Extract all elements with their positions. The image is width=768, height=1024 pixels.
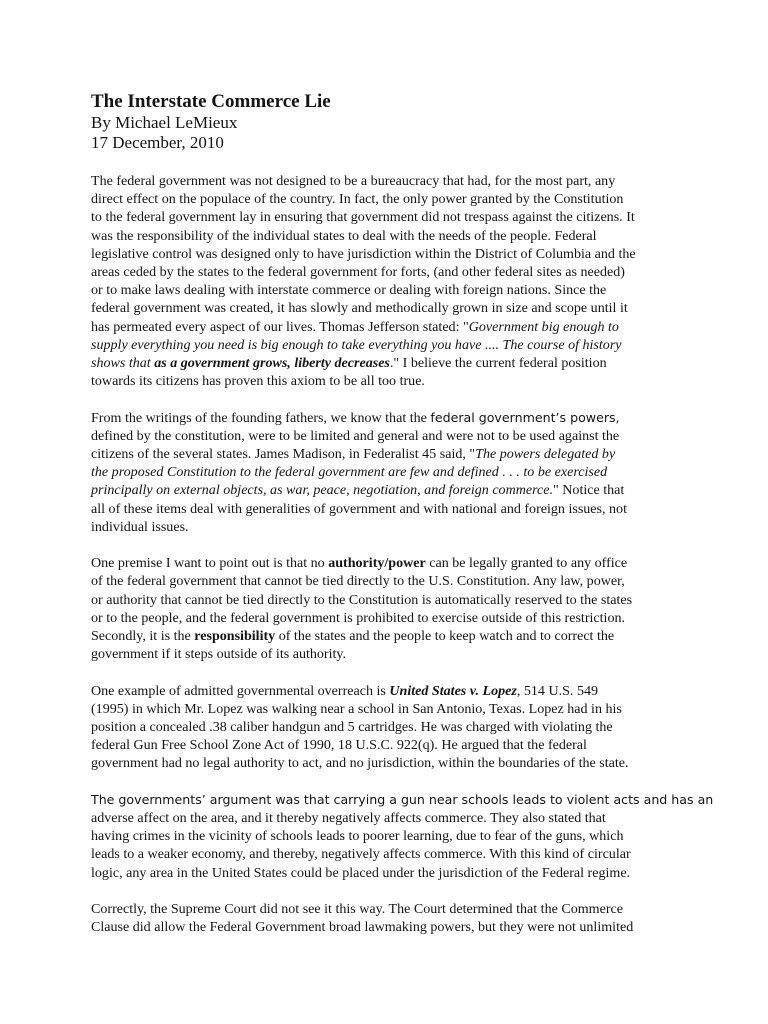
text-run: can be legally granted to any office xyxy=(425,555,628,572)
text-line xyxy=(91,627,711,645)
text-line xyxy=(91,718,711,736)
text-line xyxy=(91,845,711,863)
text-line xyxy=(91,864,711,882)
text-line xyxy=(91,245,711,263)
text-run: From the writings of the founding fathers, we know that the xyxy=(91,409,431,426)
text-run: supply everything you need is big enough to take everything you have .... The course of history xyxy=(91,336,622,353)
text-run: or to make laws dealing with interstate commerce or dealing with foreign nations. Since the xyxy=(91,282,607,299)
text-line xyxy=(91,554,711,572)
text-line xyxy=(91,591,711,609)
text-line xyxy=(91,427,711,445)
text-run: One premise I want to point out is that no xyxy=(91,555,329,572)
body-paragraph xyxy=(91,409,711,536)
document-author: By Michael LeMieux xyxy=(91,113,238,132)
text-run: Correctly, the Supreme Court did not see it this way. The Court determined that the Commerce xyxy=(91,901,623,918)
text-line xyxy=(91,809,711,827)
text-run: government if it steps outside of its authority. xyxy=(91,646,347,663)
text-run: or to the people, and the federal government is prohibited to exercise outside of this restriction. xyxy=(91,609,626,626)
text-run: individual issues. xyxy=(91,518,189,535)
text-run: The governments’ argument was that carrying a gun near schools leads to violent acts and has an xyxy=(91,791,714,807)
document-date: 17 December, 2010 xyxy=(91,133,224,152)
text-run: defined by the constitution, were to be limited and general and were not to be used against the xyxy=(91,427,620,444)
text-line xyxy=(91,354,711,372)
body-paragraph xyxy=(91,554,711,663)
text-line xyxy=(91,682,711,700)
text-run: to the federal government lay in ensuring that government did not trespass against the citizens. It xyxy=(91,209,635,226)
text-run: authority/power xyxy=(328,555,426,572)
text-run: towards its citizens has proven this axiom to be all too true. xyxy=(91,373,425,390)
text-run: of the states and the people to keep watch and to correct the xyxy=(275,628,615,645)
body-paragraph xyxy=(91,172,711,390)
text-line xyxy=(91,263,711,281)
text-run: , 514 U.S. 549 xyxy=(516,682,599,699)
text-run: United States v. Lopez xyxy=(389,682,517,699)
text-run: principally on external objects, as war, peace, negotiation, and foreign commerce. xyxy=(91,482,554,499)
text-run: federal Gun Free School Zone Act of 1990, 18 U.S.C. 922(q). He argued that the federal xyxy=(91,737,587,754)
text-line xyxy=(91,409,711,427)
text-line xyxy=(91,791,714,809)
text-run: federal government’s powers, xyxy=(430,409,620,425)
text-run: was the responsibility of the individual states to deal with the needs of the people. Federal xyxy=(91,227,597,244)
text-run: Secondly, it is the xyxy=(91,628,195,645)
text-run: as a government grows, liberty decreases xyxy=(154,355,390,372)
text-run: or authority that cannot be tied directly to the Constitution is automatically reserved to the states xyxy=(91,591,633,608)
text-line xyxy=(91,172,711,190)
text-line xyxy=(91,281,711,299)
text-line xyxy=(91,463,711,481)
text-run: shows that xyxy=(91,355,155,372)
document-title: The Interstate Commerce Lie xyxy=(91,91,331,112)
text-line xyxy=(91,645,711,663)
text-run: responsibility xyxy=(194,628,276,645)
text-line xyxy=(91,299,711,317)
text-line xyxy=(91,518,711,536)
text-line xyxy=(91,754,711,772)
text-run: legislative control was designed only to have jurisdiction within the District of Columbia and the xyxy=(91,245,636,262)
text-line xyxy=(91,500,711,518)
text-line xyxy=(91,918,711,936)
text-run: leads to a weaker economy, and thereby, negatively affects commerce. With this kind of circular xyxy=(91,846,631,863)
text-line xyxy=(91,336,711,354)
document-body xyxy=(91,172,714,955)
text-line xyxy=(91,572,711,590)
text-run: having crimes in the vicinity of schools leads to poorer learning, due to fear of the guns, which xyxy=(91,828,624,845)
text-run: (1995) in which Mr. Lopez was walking near a school in San Antonio, Texas. Lopez had in his xyxy=(91,700,622,717)
text-run: has permeated every aspect of our lives. Thomas Jefferson stated: " xyxy=(91,318,469,335)
text-run: Clause did allow the Federal Government broad lawmaking powers, but they were not unlimited xyxy=(91,919,634,936)
text-run: adverse affect on the area, and it thereby negatively affects commerce. They also stated that xyxy=(91,810,606,827)
text-line xyxy=(91,190,711,208)
text-run: The powers delegated by xyxy=(475,446,616,463)
text-run: direct effect on the populace of the country. In fact, the only power granted by the Constitution xyxy=(91,191,624,208)
text-run: of the federal government that cannot be tied directly to the U.S. Constitution. Any law, power, xyxy=(91,573,625,590)
text-run: citizens of the several states. James Madison, in Federalist 45 said, " xyxy=(91,446,476,463)
text-run: logic, any area in the United States could be placed under the jurisdiction of the Federal regime. xyxy=(91,864,631,881)
text-line xyxy=(91,318,711,336)
text-run: areas ceded by the states to the federal government for forts, (and other federal sites as needed) xyxy=(91,264,625,281)
text-run: The federal government was not designed to be a bureaucracy that had, for the most part, any xyxy=(91,173,616,189)
body-paragraph xyxy=(91,682,711,773)
text-line xyxy=(91,481,711,499)
text-run: ." I believe the current federal position xyxy=(389,355,607,372)
text-line xyxy=(91,609,711,627)
text-run: all of these items deal with generalities of government and with national and foreign issues, not xyxy=(91,500,627,517)
text-line xyxy=(91,736,711,754)
text-run: government had no legal authority to act, and no jurisdiction, within the boundaries of the state. xyxy=(91,755,629,772)
text-line xyxy=(91,900,711,918)
text-run: position a concealed .38 caliber handgun and 5 cartridges. He was charged with violating the xyxy=(91,719,613,736)
text-run: federal government was created, it has slowly and methodically grown in size and scope until it xyxy=(91,300,628,317)
text-line xyxy=(91,372,711,390)
text-line xyxy=(91,227,711,245)
text-run: One example of admitted governmental overreach is xyxy=(91,682,390,699)
text-run: the proposed Constitution to the federal government are few and defined . . . to be exercised xyxy=(91,464,608,481)
text-run: " Notice that xyxy=(553,482,625,499)
text-line xyxy=(91,208,711,226)
body-paragraph xyxy=(91,791,714,882)
text-run: Government big enough to xyxy=(468,318,619,335)
text-line xyxy=(91,445,711,463)
text-line xyxy=(91,827,711,845)
body-paragraph xyxy=(91,900,711,936)
text-line xyxy=(91,700,711,718)
